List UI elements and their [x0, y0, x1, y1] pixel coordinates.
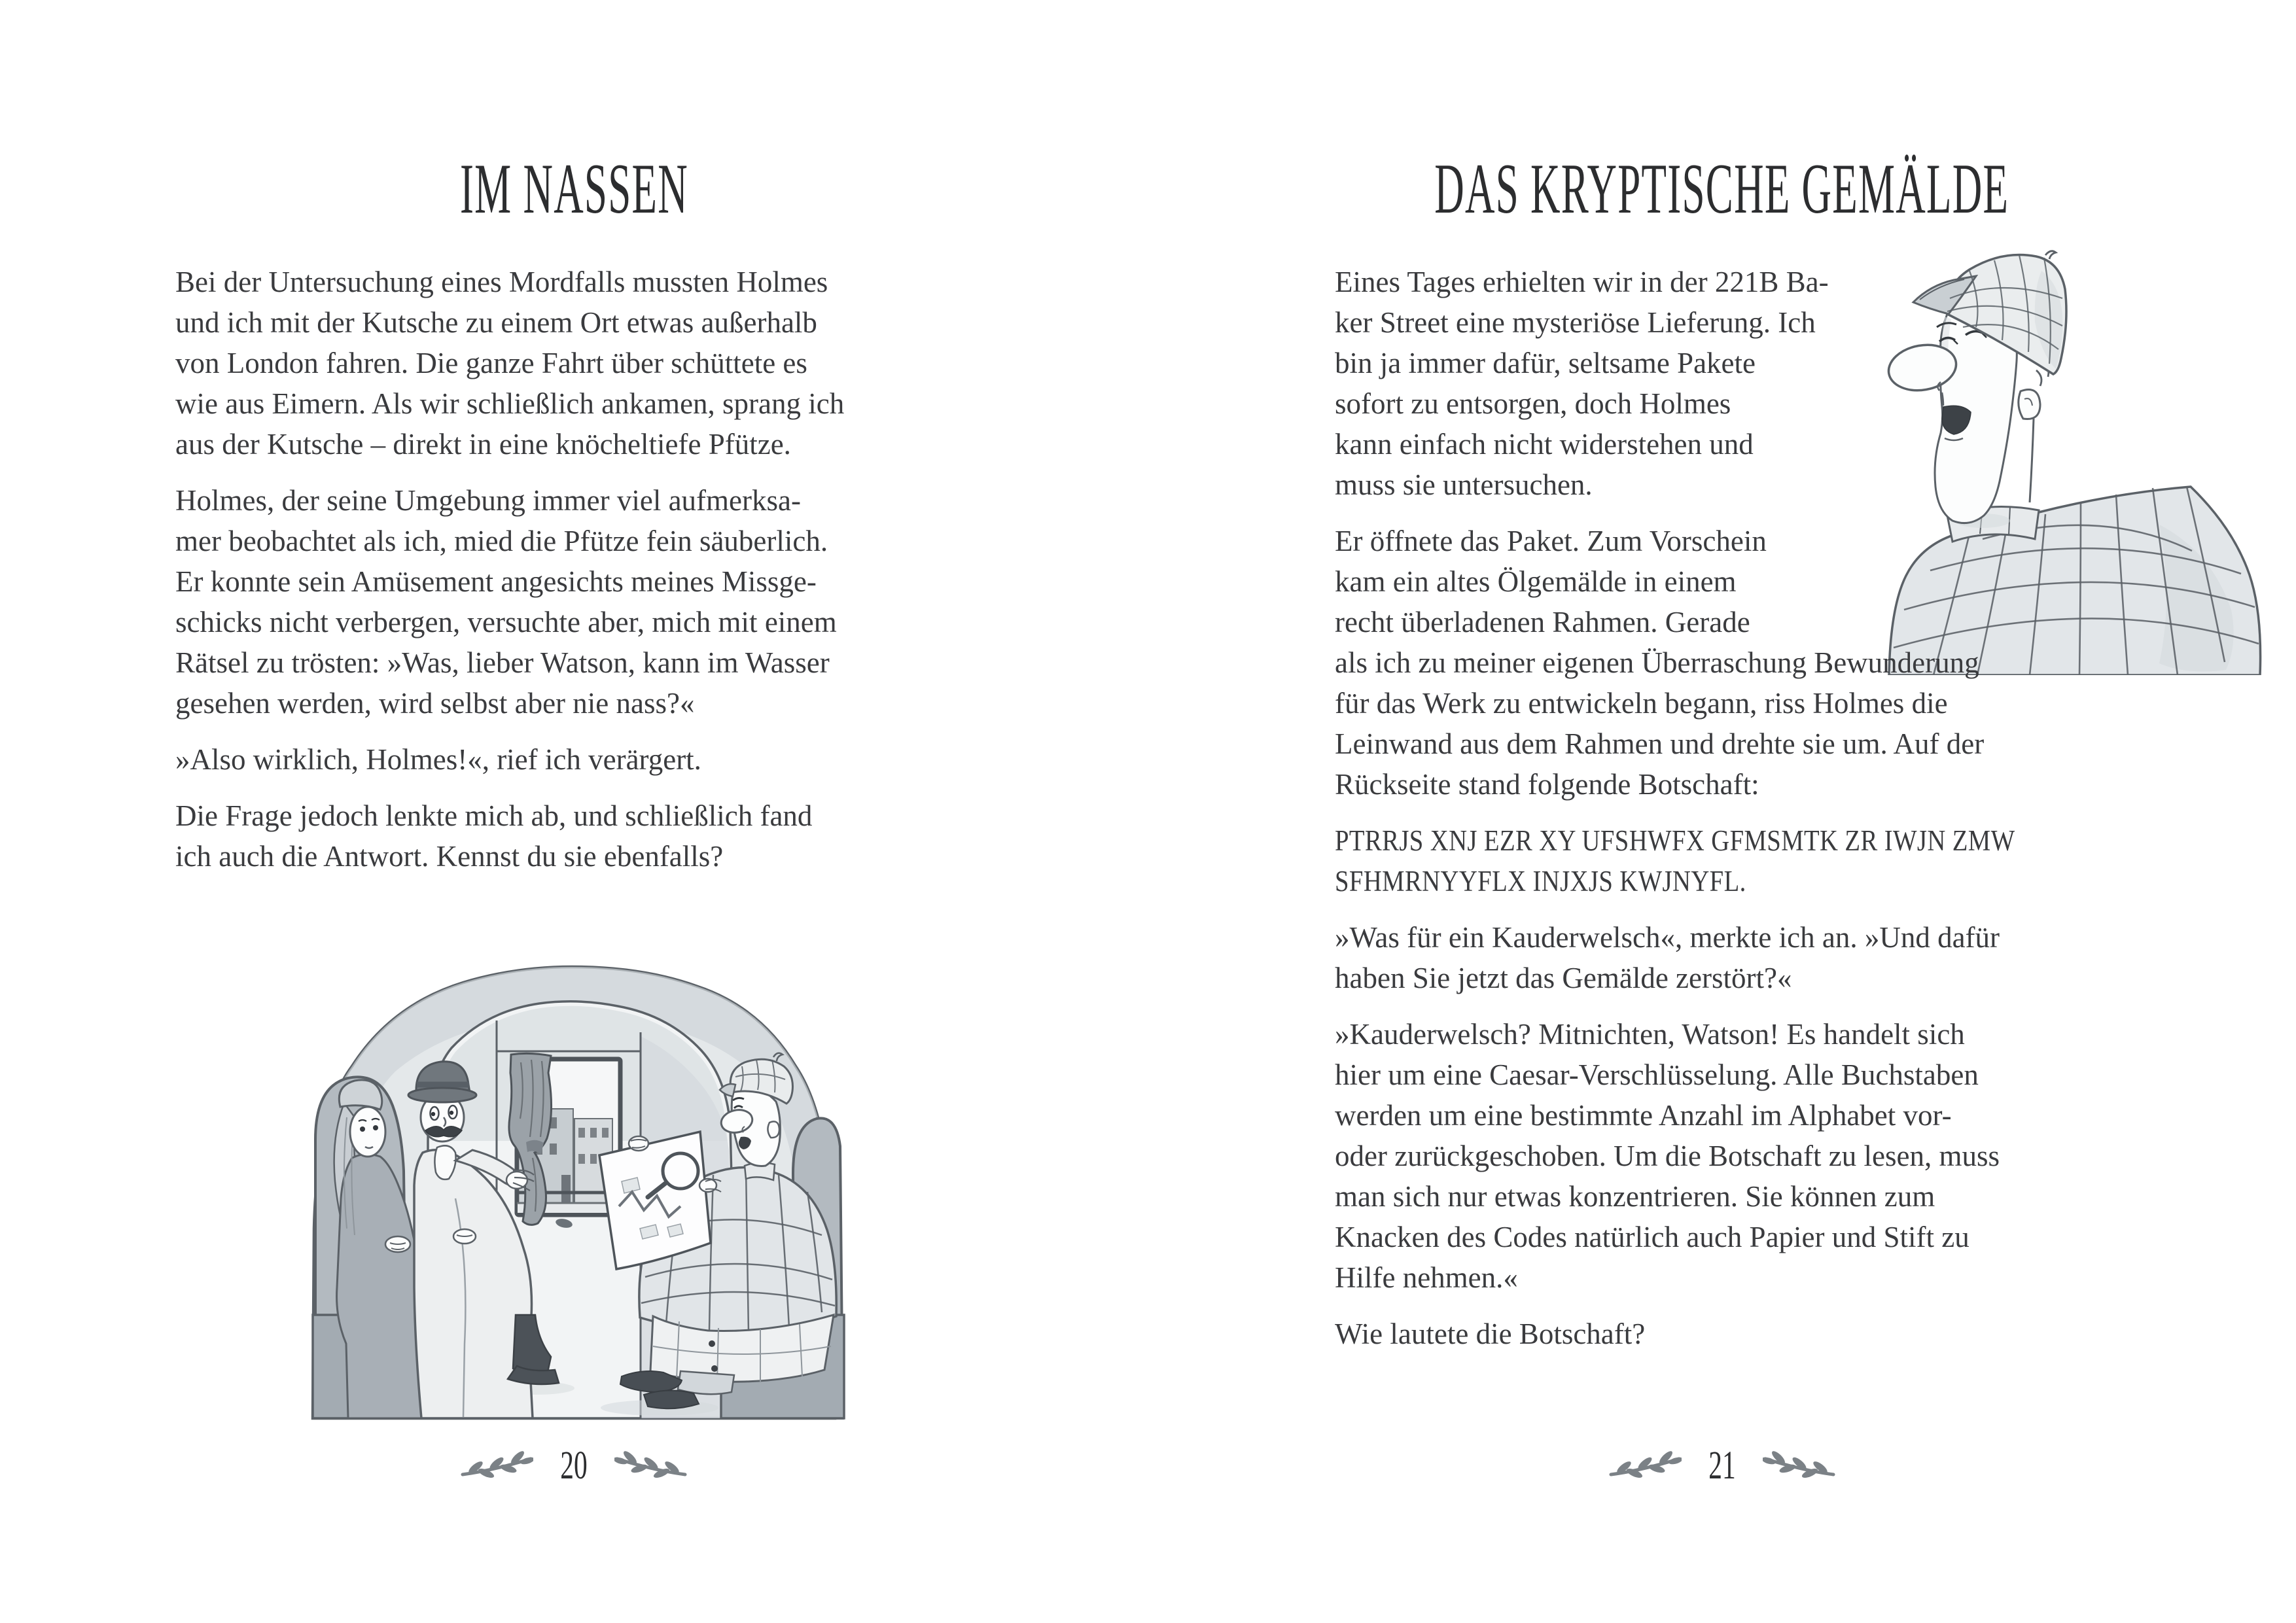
chapter-title-text: IM NASSEN: [459, 149, 688, 229]
carriage-scene-illustration: [287, 921, 862, 1431]
text-line: werden um eine bestimmte Anzahl im Alphabet vor-: [1335, 1099, 1952, 1132]
page-footer-right: [1148, 1442, 2296, 1488]
paragraph: [1335, 917, 2153, 998]
text-line: bin ja immer dafür, seltsame Pakete: [1335, 347, 1756, 379]
text-line: Wie lautete die Botschaft?: [1335, 1318, 1646, 1350]
text-line: »Also wirklich, Holmes!«, rief ich verärgert.: [175, 743, 701, 776]
text-line: gesehen werden, wird selbst aber nie nass?«: [175, 687, 695, 720]
cipher-message: [1335, 820, 2153, 901]
text-line: für das Werk zu entwickeln begann, riss Holmes die: [1335, 687, 1948, 720]
leaf-sprig-icon: [460, 1451, 533, 1480]
text-line: SFHMRNYYFLX INJXJS KWJNYFL.: [1335, 865, 1746, 898]
paragraph: [1335, 262, 2153, 505]
text-line: PTRRJS XNJ EZR XY UFSHWFX GFMSMTK ZR IWJN ZMW: [1335, 824, 2015, 857]
page-number: 21: [1708, 1442, 1736, 1488]
paragraph: [1335, 521, 2153, 805]
text-line: mer beobachtet als ich, mied die Pfütze fein säuberlich.: [175, 525, 828, 557]
carriage-scene-drawing: [287, 921, 862, 1431]
text-line: Eines Tages erhielten wir in der 221B Ba-: [1335, 266, 1829, 298]
text-line: Holmes, der seine Umgebung immer viel aufmerksa-: [175, 484, 801, 517]
leaf-sprig-icon: [614, 1451, 688, 1480]
text-line: hier um eine Caesar-Verschlüsselung. Alle Buchstaben: [1335, 1058, 1979, 1091]
text-line: Er konnte sein Amüsement angesichts meines Missge-: [175, 565, 817, 598]
text-line: und ich mit der Kutsche zu einem Ort etwas außerhalb: [175, 306, 817, 339]
leaf-sprig-icon: [1763, 1451, 1836, 1480]
paragraph: [175, 795, 993, 877]
paragraph: [175, 480, 993, 724]
text-line: als ich zu meiner eigenen Überraschung Bewunderung: [1335, 646, 1979, 679]
text-line: recht überladenen Rahmen. Gerade: [1335, 606, 1750, 638]
page-footer-left: [0, 1442, 1148, 1488]
text-line: Rückseite stand folgende Botschaft:: [1335, 768, 1759, 801]
page-number: 20: [560, 1442, 588, 1488]
paragraph: [175, 739, 993, 780]
text-line: wie aus Eimern. Als wir schließlich ankamen, sprang ich: [175, 387, 845, 420]
text-line: aus der Kutsche – direkt in eine knöcheltiefe Pfütze.: [175, 428, 791, 461]
text-line: schicks nicht verbergen, versuchte aber, mich mit einem: [175, 606, 837, 638]
text-line: Knacken des Codes natürlich auch Papier und Stift zu: [1335, 1221, 1969, 1253]
paragraph: [1335, 1014, 2153, 1298]
text-line: haben Sie jetzt das Gemälde zerstört?«: [1335, 962, 1792, 994]
text-line: kam ein altes Ölgemälde in einem: [1335, 565, 1737, 598]
text-line: Er öffnete das Paket. Zum Vorschein: [1335, 525, 1767, 557]
text-line: Bei der Untersuchung eines Mordfalls mussten Holmes: [175, 266, 828, 298]
chapter-title-text: DAS KRYPTISCHE GEMÄLDE: [1434, 149, 2009, 229]
paragraph: [1335, 1314, 2153, 1354]
text-line: »Was für ein Kauderwelsch«, merkte ich an. »Und dafür: [1335, 921, 2000, 954]
text-line: muss sie untersuchen.: [1335, 468, 1593, 501]
text-line: Hilfe nehmen.«: [1335, 1261, 1518, 1294]
text-line: von London fahren. Die ganze Fahrt über schüttete es: [175, 347, 807, 379]
chapter-title-left: [0, 149, 1148, 229]
text-line: Leinwand aus dem Rahmen und drehte sie um. Auf der: [1335, 727, 1985, 760]
text-line: ker Street eine mysteriöse Lieferung. Ich: [1335, 306, 1816, 339]
text-line: kann einfach nicht widerstehen und: [1335, 428, 1754, 461]
page-right: [1148, 0, 2296, 1623]
page-body-left: [175, 262, 993, 877]
paragraph: [175, 262, 993, 464]
text-line: »Kauderwelsch? Mitnichten, Watson! Es handelt sich: [1335, 1018, 1965, 1051]
text-line: man sich nur etwas konzentrieren. Sie können zum: [1335, 1180, 1935, 1213]
text-line: oder zurückgeschoben. Um die Botschaft zu lesen, muss: [1335, 1140, 2000, 1172]
leaf-sprig-icon: [1608, 1451, 1682, 1480]
page-body-right: [1335, 262, 2153, 1354]
text-line: Rätsel zu trösten: »Was, lieber Watson, kann im Wasser: [175, 646, 830, 679]
text-line: Die Frage jedoch lenkte mich ab, und schließlich fand: [175, 799, 813, 832]
text-line: ich auch die Antwort. Kennst du sie ebenfalls?: [175, 840, 724, 873]
text-line: sofort zu entsorgen, doch Holmes: [1335, 387, 1731, 420]
chapter-title-right: [1148, 149, 2296, 229]
